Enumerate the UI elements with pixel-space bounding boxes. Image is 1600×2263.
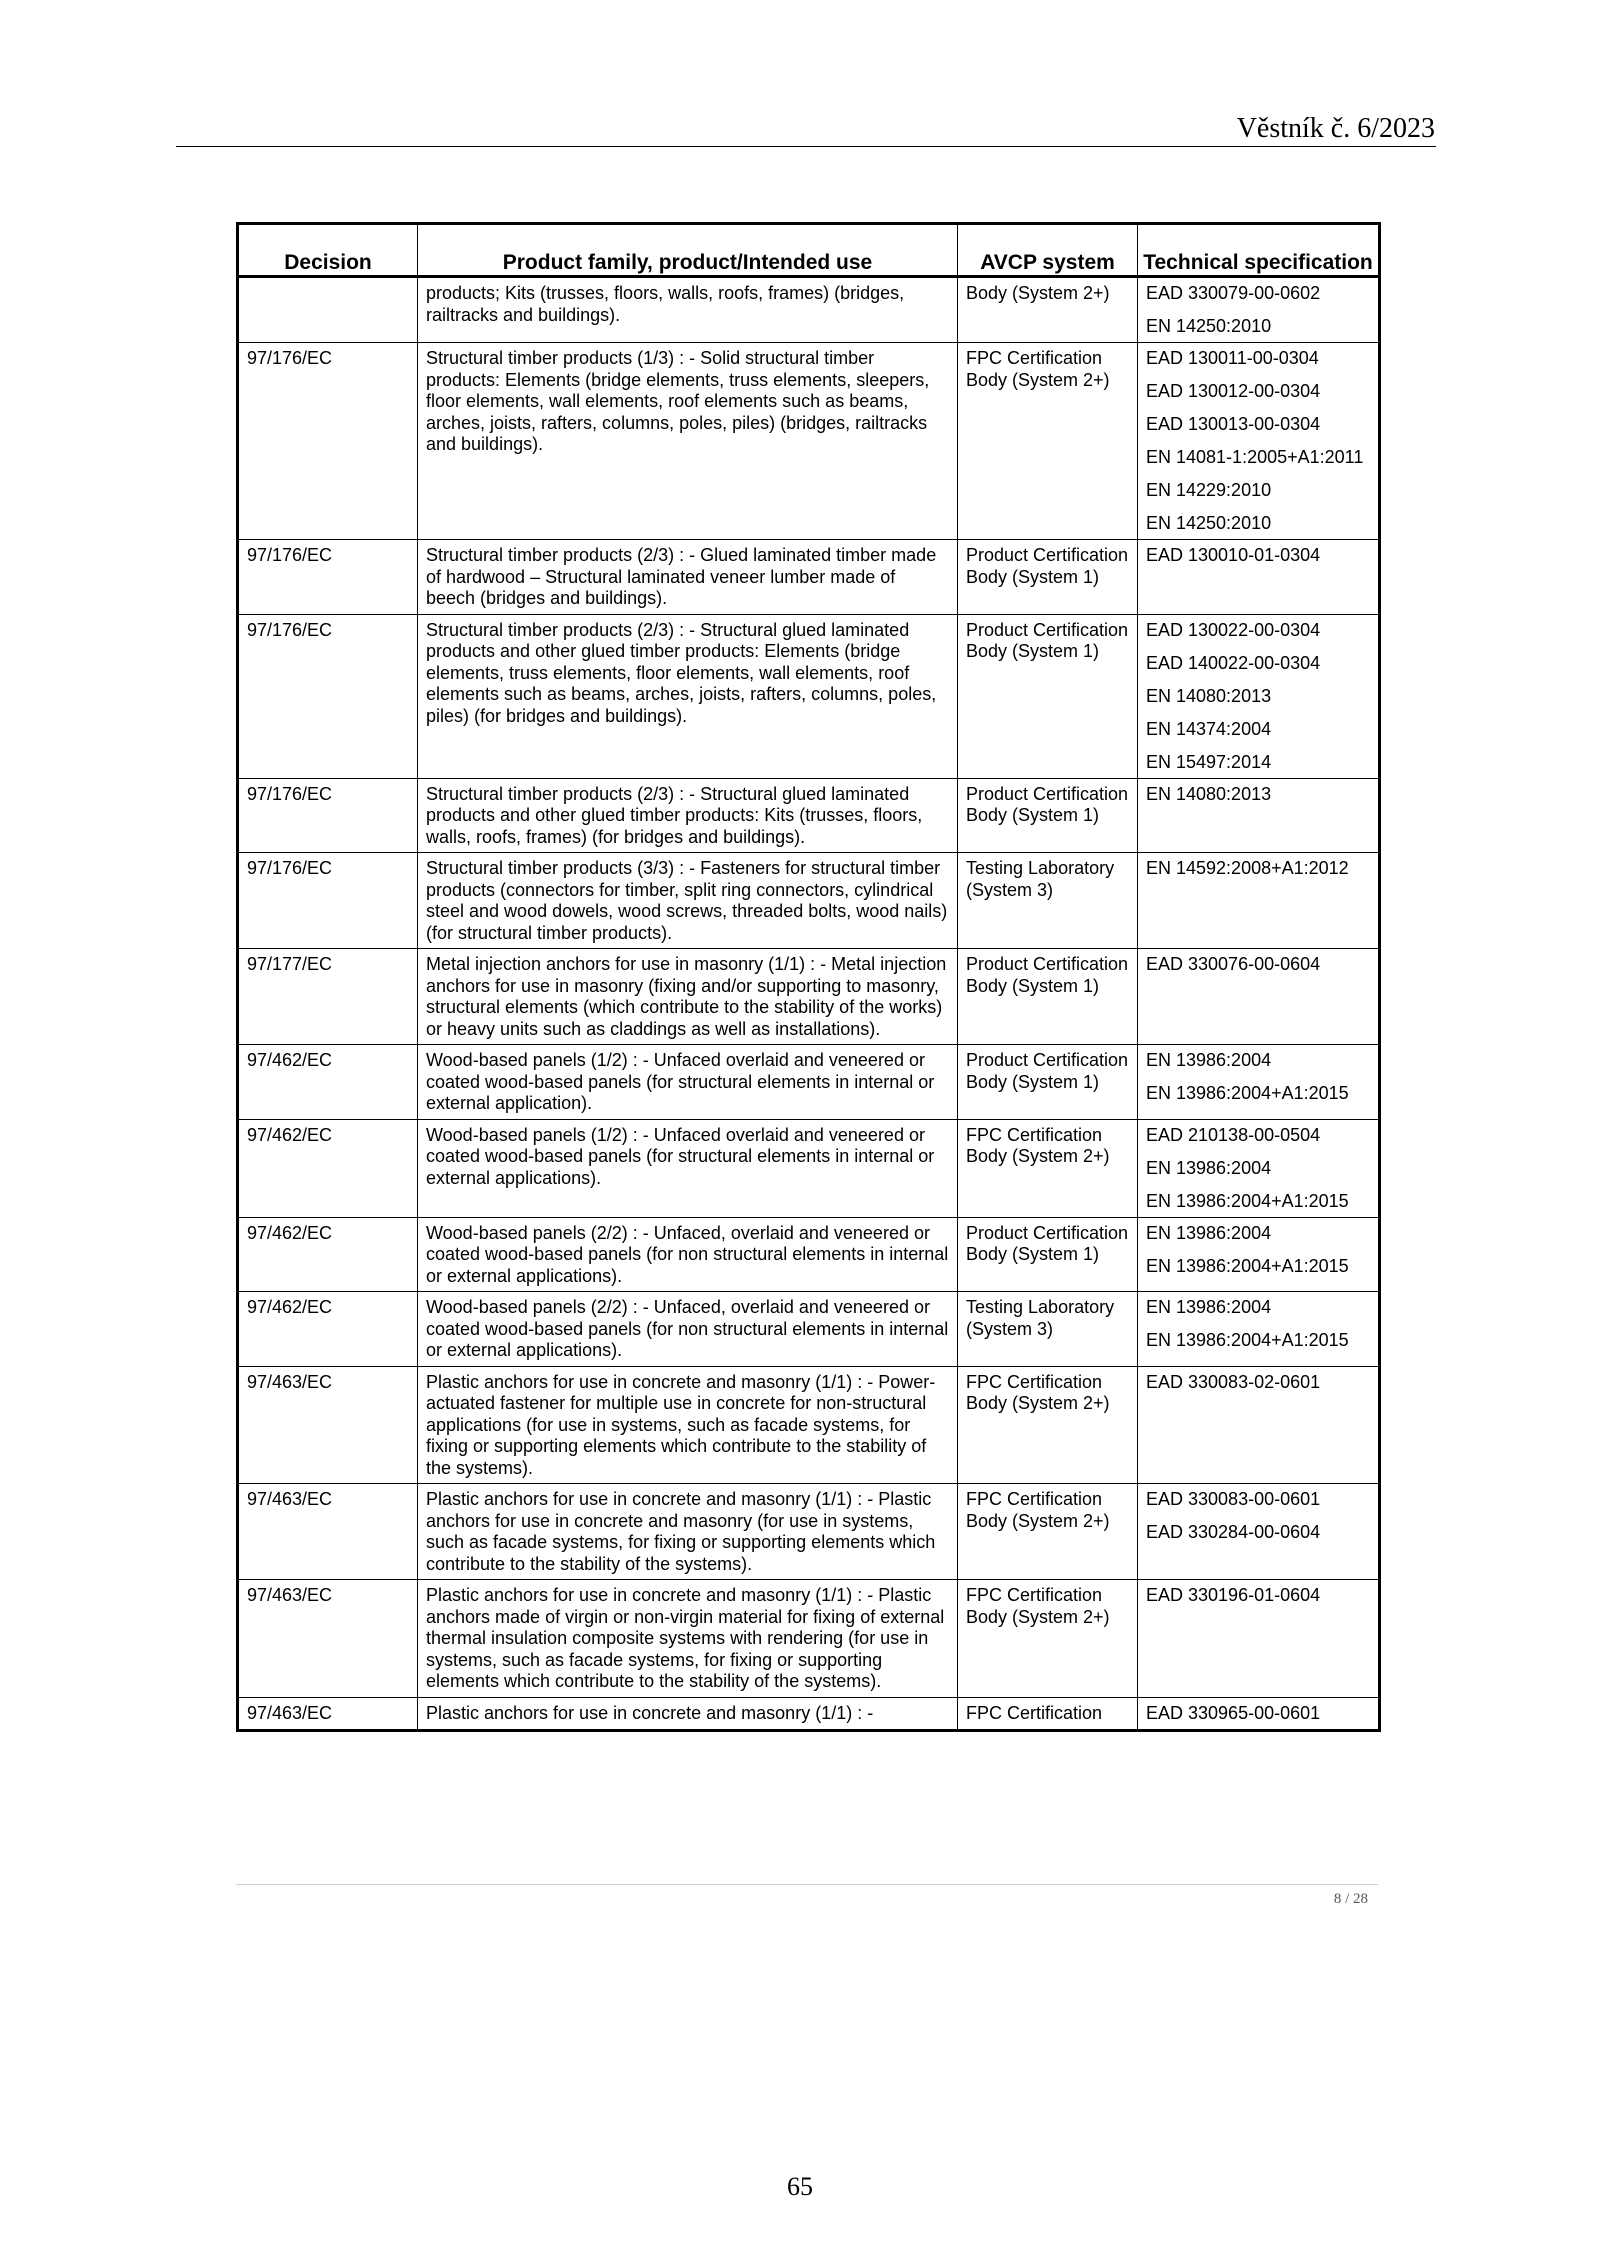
specification-entry: EAD 330965-00-0601 xyxy=(1146,1702,1321,1723)
decision-cell: 97/176/EC xyxy=(238,853,418,949)
specification-entry: EN 15497:2014 xyxy=(1146,751,1272,772)
product-cell: Structural timber products (1/3) : - Solid structural timber products: Elements (bridge elements, truss elements, sleepers, floor elements, wall elements, roof elements such as beams, arches, joists, rafters, columns, poles, piles) (bridges, railtracks and buildings). xyxy=(418,343,958,540)
table-row xyxy=(238,277,1380,343)
specification-entry: EN 14374:2004 xyxy=(1146,718,1272,739)
product-cell: Wood-based panels (2/2) : - Unfaced, overlaid and veneered or coated wood-based panels (for non structural elements in internal or external applications). xyxy=(418,1217,958,1292)
table-row xyxy=(238,343,1380,540)
table-row xyxy=(238,853,1380,949)
column-header-product: Product family, product/Intended use xyxy=(418,224,958,277)
journal-title: Věstník č. 6/2023 xyxy=(1236,113,1435,144)
table-row xyxy=(238,1045,1380,1120)
specification-entry: EAD 330196-01-0604 xyxy=(1146,1585,1321,1605)
specification-entry: EN 14592:2008+A1:2012 xyxy=(1146,858,1349,878)
specification-cell xyxy=(1138,1217,1380,1292)
specification-entry: EN 13986:2004 xyxy=(1146,1157,1272,1178)
avcp-cell: Product Certification Body (System 1) xyxy=(958,949,1138,1045)
specification-entry: EAD 130011-00-0304 xyxy=(1146,348,1319,368)
specification-cell xyxy=(1138,277,1380,343)
table-row xyxy=(238,1484,1380,1580)
product-cell: Plastic anchors for use in concrete and masonry (1/1) : - Plastic anchors for use in concrete and masonry (for use in systems, such as facade systems, for fixing or supporting elements which contribute to the stability of the systems). xyxy=(418,1484,958,1580)
avcp-cell: Product Certification Body (System 1) xyxy=(958,1217,1138,1292)
avcp-cell: Testing Laboratory (System 3) xyxy=(958,853,1138,949)
decisions-table-wrapper xyxy=(236,222,1378,1732)
avcp-cell: Product Certification Body (System 1) xyxy=(958,614,1138,778)
table-row xyxy=(238,1119,1380,1217)
avcp-cell: FPC Certification xyxy=(958,1697,1138,1730)
page-number: 65 xyxy=(787,2172,813,2201)
product-cell: Metal injection anchors for use in masonry (1/1) : - Metal injection anchors for use in masonry (fixing and/or supporting to masonry, structural elements (which contribute to the stability of the works) or heavy units such as claddings as well as installations). xyxy=(418,949,958,1045)
decision-cell: 97/463/EC xyxy=(238,1484,418,1580)
decision-cell: 97/176/EC xyxy=(238,343,418,540)
product-cell: Wood-based panels (1/2) : - Unfaced overlaid and veneered or coated wood-based panels (for structural elements in internal or external application). xyxy=(418,1045,958,1120)
specification-cell xyxy=(1138,1045,1380,1120)
specification-cell xyxy=(1138,540,1380,615)
specification-cell xyxy=(1138,1484,1380,1580)
decision-cell: 97/463/EC xyxy=(238,1580,418,1698)
decision-cell: 97/462/EC xyxy=(238,1045,418,1120)
decision-cell: 97/462/EC xyxy=(238,1119,418,1217)
table-row xyxy=(238,1580,1380,1698)
specification-cell xyxy=(1138,343,1380,540)
avcp-cell: FPC Certification Body (System 2+) xyxy=(958,1366,1138,1484)
specification-entry: EAD 130012-00-0304 xyxy=(1146,381,1321,401)
specification-entry: EAD 330079-00-0602 xyxy=(1146,283,1321,303)
table-header-row xyxy=(238,224,1380,277)
decision-cell xyxy=(238,277,418,343)
page-counter: 8 / 28 xyxy=(1333,1891,1368,1907)
column-header-avcp: AVCP system xyxy=(958,224,1138,277)
decision-cell: 97/176/EC xyxy=(238,540,418,615)
table-row xyxy=(238,949,1380,1045)
specification-entry: EN 13986:2004 xyxy=(1146,1297,1272,1317)
specification-cell xyxy=(1138,853,1380,949)
specification-entry: EN 13986:2004 xyxy=(1146,1222,1272,1243)
avcp-cell: Product Certification Body (System 1) xyxy=(958,778,1138,853)
product-cell: Plastic anchors for use in concrete and masonry (1/1) : - Power-actuated fastener for multiple use in concrete for non-structural applications (for use in systems, such as facade systems, for fixing or supporting elements which contribute to the stability of the systems). xyxy=(418,1366,958,1484)
specification-entry: EN 13986:2004+A1:2015 xyxy=(1146,1190,1349,1211)
avcp-cell: Product Certification Body (System 1) xyxy=(958,1045,1138,1120)
specification-entry: EN 14080:2013 xyxy=(1146,783,1272,804)
column-header-specification: Technical specification xyxy=(1138,224,1380,277)
product-cell: Structural timber products (2/3) : - Glued laminated timber made of hardwood – Structural laminated veneer lumber made of beech (bridges and buildings). xyxy=(418,540,958,615)
specification-entry: EN 13986:2004 xyxy=(1146,1050,1272,1070)
header-rule xyxy=(176,146,1436,147)
specification-entry: EN 13986:2004+A1:2015 xyxy=(1146,1255,1349,1276)
decision-cell: 97/176/EC xyxy=(238,614,418,778)
specification-entry: EAD 130013-00-0304 xyxy=(1146,414,1321,434)
table-row xyxy=(238,778,1380,853)
product-cell: Wood-based panels (2/2) : - Unfaced, overlaid and veneered or coated wood-based panels (for non structural elements in internal or external applications). xyxy=(418,1292,958,1367)
product-cell: Wood-based panels (1/2) : - Unfaced overlaid and veneered or coated wood-based panels (for structural elements in internal or external applications). xyxy=(418,1119,958,1217)
product-cell: Plastic anchors for use in concrete and masonry (1/1) : - xyxy=(418,1697,958,1730)
decision-cell: 97/462/EC xyxy=(238,1217,418,1292)
specification-cell xyxy=(1138,1366,1380,1484)
specification-cell xyxy=(1138,614,1380,778)
specification-entry: EN 14081-1:2005+A1:2011 xyxy=(1146,447,1364,467)
specification-cell xyxy=(1138,949,1380,1045)
specification-cell xyxy=(1138,1697,1380,1730)
specification-cell xyxy=(1138,1119,1380,1217)
product-cell: Structural timber products (3/3) : - Fasteners for structural timber products (connectors for timber, split ring connectors, cylindrical steel and wood dowels, wood screws, threaded bolts, wood nails) (for structural timber products). xyxy=(418,853,958,949)
table-row xyxy=(238,1697,1380,1730)
table-row xyxy=(238,614,1380,778)
decisions-table xyxy=(236,222,1381,1732)
specification-entry: EAD 140022-00-0304 xyxy=(1146,652,1321,673)
table-body xyxy=(238,277,1380,1731)
column-header-decision: Decision xyxy=(238,224,418,277)
table-row xyxy=(238,540,1380,615)
specification-cell xyxy=(1138,1292,1380,1367)
specification-cell xyxy=(1138,778,1380,853)
specification-entry: EN 14080:2013 xyxy=(1146,685,1272,706)
product-cell: Structural timber products (2/3) : - Structural glued laminated products and other glued timber products: Elements (bridge elements, truss elements, floor elements, wall elements, roof elements such as beams, arches, joists, rafters, columns, poles, piles) (for bridges and buildings). xyxy=(418,614,958,778)
avcp-cell: FPC Certification Body (System 2+) xyxy=(958,343,1138,540)
table-row xyxy=(238,1217,1380,1292)
decision-cell: 97/462/EC xyxy=(238,1292,418,1367)
specification-entry: EN 13986:2004+A1:2015 xyxy=(1146,1083,1349,1103)
specification-entry: EN 14229:2010 xyxy=(1146,480,1272,500)
table-row xyxy=(238,1292,1380,1367)
avcp-cell: FPC Certification Body (System 2+) xyxy=(958,1580,1138,1698)
avcp-cell: Testing Laboratory (System 3) xyxy=(958,1292,1138,1367)
decision-cell: 97/463/EC xyxy=(238,1697,418,1730)
specification-entry: EN 13986:2004+A1:2015 xyxy=(1146,1330,1349,1350)
specification-entry: EAD 210138-00-0504 xyxy=(1146,1124,1321,1145)
specification-entry: EAD 330076-00-0604 xyxy=(1146,954,1321,974)
specification-entry: EAD 130022-00-0304 xyxy=(1146,619,1321,640)
product-cell: Structural timber products (2/3) : - Structural glued laminated products and other glued timber products: Kits (trusses, floors, walls, roofs, frames) (for bridges and buildings). xyxy=(418,778,958,853)
product-cell: products; Kits (trusses, floors, walls, roofs, frames) (bridges, railtracks and buildings). xyxy=(418,277,958,343)
decision-cell: 97/176/EC xyxy=(238,778,418,853)
specification-entry: EAD 330284-00-0604 xyxy=(1146,1522,1321,1542)
table-row xyxy=(238,1366,1380,1484)
avcp-cell: Body (System 2+) xyxy=(958,277,1138,343)
product-cell: Plastic anchors for use in concrete and masonry (1/1) : - Plastic anchors made of virgin or non-virgin material for fixing of external thermal insulation composite systems with rendering (for use in systems, such as facade systems, for fixing or supporting elements which contribute to the stability of the systems). xyxy=(418,1580,958,1698)
specification-cell xyxy=(1138,1580,1380,1698)
specification-entry: EAD 330083-02-0601 xyxy=(1146,1371,1321,1392)
avcp-cell: FPC Certification Body (System 2+) xyxy=(958,1484,1138,1580)
specification-entry: EN 14250:2010 xyxy=(1146,316,1272,336)
decision-cell: 97/177/EC xyxy=(238,949,418,1045)
specification-entry: EAD 330083-00-0601 xyxy=(1146,1489,1321,1509)
decision-cell: 97/463/EC xyxy=(238,1366,418,1484)
specification-entry: EAD 130010-01-0304 xyxy=(1146,545,1321,565)
specification-entry: EN 14250:2010 xyxy=(1146,513,1272,533)
avcp-cell: FPC Certification Body (System 2+) xyxy=(958,1119,1138,1217)
avcp-cell: Product Certification Body (System 1) xyxy=(958,540,1138,615)
footer-rule xyxy=(236,1884,1378,1885)
